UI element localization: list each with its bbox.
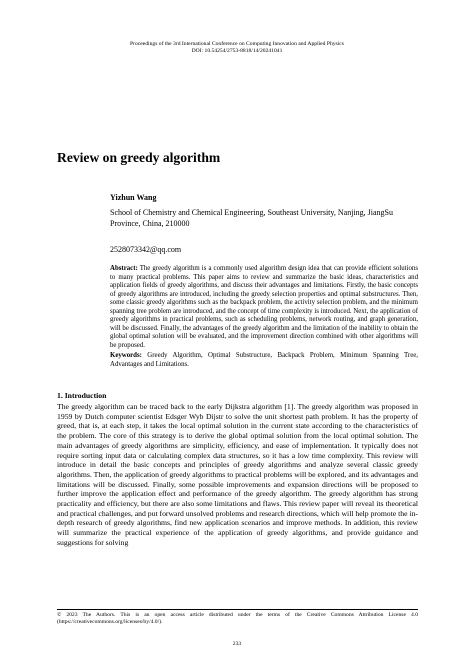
author-email: 2528073342@qq.com bbox=[110, 245, 182, 254]
section-heading: 1. Introduction bbox=[57, 391, 107, 400]
paper-title: Review on greedy algorithm bbox=[57, 150, 221, 165]
author-affiliation: School of Chemistry and Chemical Engineering, Southeast University, Nanjing, JiangSu Province, China, 210000 bbox=[110, 208, 393, 229]
proceedings-title: Proceedings of the 3rd International Conference on Computing Innovation and Applied Physics bbox=[130, 41, 344, 47]
abstract bbox=[110, 265, 418, 350]
section-body: The greedy algorithm can be traced back to the early Dijkstra algorithm [1]. The greedy algorithm was proposed in 1959 by Dutch computer scientist Edsger Wyb Dijstr to solve the unit shortest path problem. It has the property of greed, that is, at each step, it takes the local optimal solution in the current state according to the characteristics of the problem. The core of this strategy is to derive the global optimal solution from the local optimal solution. The main advantages of greedy algorithms are simplicity, efficiency, and ease of implementation. It typically does not require sorting input data or calculating complex data structures, so it has a low time complexity. This review will introduce in detail the basic concepts and principles of greedy algorithms and analyze several classic greedy algorithms. Then, the application of greedy algorithms to practical problems will be explored, and its advantages and limitations will be discussed. Finally, some possible improvements and expansion directions will be proposed to further improve the application effect and performance of the greedy algorithm. The greedy algorithm has strong practicality and efficiency, but there are also some limitations and flaws. This review paper will reveal its theoretical and practical challenges, and put forward unsolved problems and research directions, which will help promote the in-depth research of greedy algorithms, find new application scenarios and improve methods. In addition, this review will summarize the practical experience of the application of greedy algorithms, and provide guidance and suggestions for solving bbox=[57, 402, 418, 547]
page-number: 233 bbox=[232, 641, 242, 647]
keywords bbox=[110, 352, 418, 369]
abstract-label: Abstract: bbox=[110, 265, 138, 272]
keywords-label: Keywords: bbox=[110, 352, 142, 359]
proceedings-header bbox=[0, 41, 474, 56]
abstract-text: The greedy algorithm is a commonly used algorithm design idea that can provide efficient solutions to many practical problems. This paper aims to review and summarize the basic ideas, characteristics and application fields of greedy algorithms, and discuss their advantages and limitations. Firstly, the basic concepts of greedy algorithms are introduced, including the greedy selection properties and optimal substructures. Then, some classic greedy algorithms such as the backpack problem, the activity selection problem, and the minimum spanning tree problem are introduced, and the concept of time complexity is introduced. Next, the application of greedy algorithms in practical problems, such as scheduling problems, network routing, and graph generation, will be discussed. Finally, the advantages of the greedy algorithm and the limitation of the inability to obtain the global optimal solution will be evaluated, and the improvement direction combined with other algorithms will be proposed. bbox=[110, 265, 418, 349]
footnote-divider bbox=[57, 609, 418, 610]
license-footnote: © 2023 The Authors. This is an open access article distributed under the terms of the Creative Commons Attribution License 4.0 (https://creativecommons.org/licenses/by/4.0/). bbox=[57, 612, 418, 625]
doi-line: DOI: 10.54254/2753-8818/14/20241041 bbox=[191, 48, 283, 55]
keywords-text: Greedy Algorithm, Optimal Substructure, Backpack Problem, Minimum Spanning Tree, Advantages and Limitations. bbox=[110, 352, 418, 368]
author-name: Yizhun Wang bbox=[110, 193, 157, 202]
